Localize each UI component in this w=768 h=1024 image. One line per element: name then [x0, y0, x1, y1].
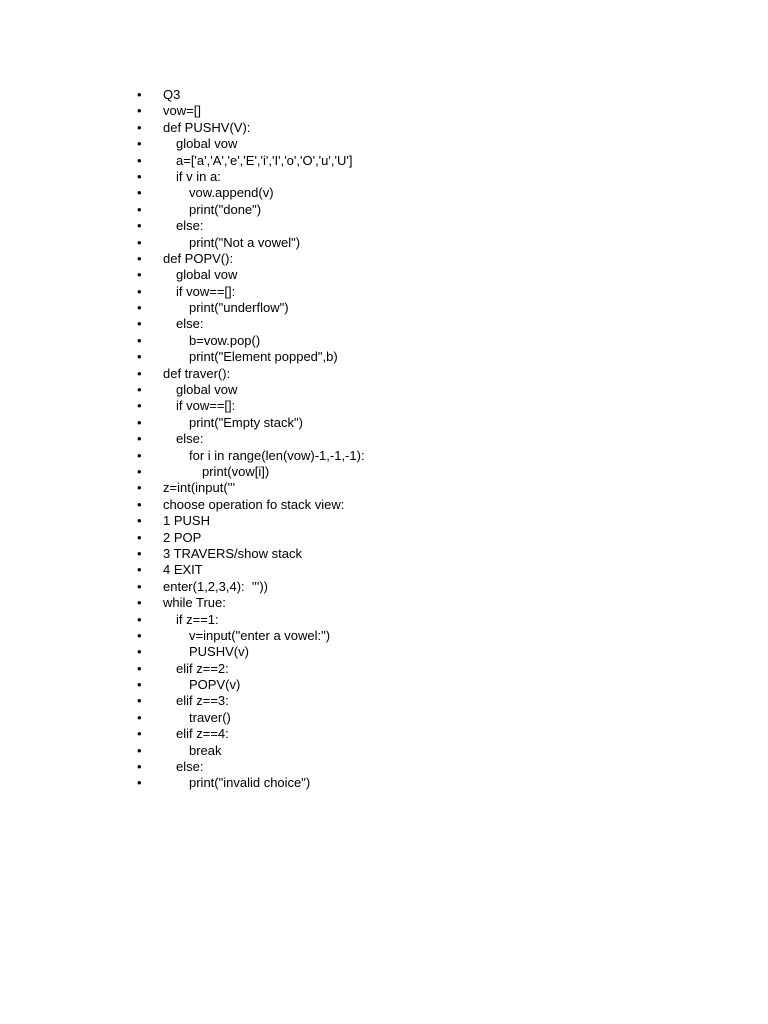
code-line-text: traver()	[189, 709, 231, 725]
bullet-icon: •	[137, 627, 142, 643]
bullet-icon: •	[137, 480, 142, 496]
bullet-icon: •	[137, 349, 142, 365]
bullet-icon: •	[137, 595, 142, 611]
code-line-text: print(vow[i])	[202, 463, 270, 479]
code-line-text: 3 TRAVERS/show stack	[163, 545, 302, 561]
bullet-icon: •	[137, 365, 142, 381]
code-line-text: elif z==3:	[176, 693, 229, 709]
list-item	[137, 562, 697, 578]
bullet-icon: •	[137, 316, 142, 332]
list-item	[137, 595, 697, 611]
code-line-text: else:	[176, 218, 204, 234]
bullet-icon: •	[137, 496, 142, 512]
bullet-icon: •	[137, 136, 142, 152]
bullet-icon: •	[137, 726, 142, 742]
list-item	[137, 218, 697, 234]
code-line-text: z=int(input('''	[163, 480, 236, 496]
list-item	[137, 726, 697, 742]
code-line-text: else:	[176, 759, 204, 775]
bullet-icon: •	[137, 447, 142, 463]
code-line-text: elif z==2:	[176, 660, 229, 676]
bullet-icon: •	[137, 168, 142, 184]
code-line-text: if vow==[]:	[176, 283, 236, 299]
code-line-text: for i in range(len(vow)-1,-1,-1):	[189, 447, 365, 463]
code-line-text: def PUSHV(V):	[163, 119, 251, 135]
code-line-text: Q3	[163, 87, 181, 102]
bullet-icon: •	[137, 300, 142, 316]
code-line-text: a=['a','A','e','E','i','I','o','O','u','U']	[176, 152, 353, 168]
bullet-icon: •	[137, 267, 142, 283]
code-line-text: enter(1,2,3,4): '''))	[163, 578, 268, 594]
list-item	[137, 300, 697, 316]
code-line-text: choose operation fo stack view:	[163, 496, 345, 512]
code-line-text: break	[189, 742, 222, 758]
bullet-icon: •	[137, 332, 142, 348]
bullet-icon: •	[137, 382, 142, 398]
bullet-icon: •	[137, 103, 142, 119]
bullet-icon: •	[137, 87, 142, 102]
code-line-text: print("invalid choice")	[189, 775, 311, 791]
list-item	[137, 431, 697, 447]
code-line-text: print("Element popped",b)	[189, 349, 338, 365]
list-item	[137, 316, 697, 332]
list-item	[137, 743, 697, 759]
code-line-text: def POPV():	[163, 250, 234, 266]
list-item	[137, 366, 697, 382]
list-item	[137, 710, 697, 726]
list-item	[137, 530, 697, 546]
bullet-icon: •	[137, 218, 142, 234]
code-line-text: print("Empty stack")	[189, 414, 303, 430]
code-line-text: print("Not a vowel")	[189, 234, 301, 250]
bullet-icon: •	[137, 201, 142, 217]
list-item	[137, 136, 697, 152]
bullet-icon: •	[137, 611, 142, 627]
bullet-icon: •	[137, 709, 142, 725]
code-line-text: print("underflow")	[189, 300, 289, 316]
bullet-icon: •	[137, 693, 142, 709]
code-line-text: print("done")	[189, 201, 262, 217]
list-item	[137, 448, 697, 464]
list-item	[137, 612, 697, 628]
code-line-text: vow.append(v)	[189, 185, 274, 201]
bullet-icon: •	[137, 742, 142, 758]
code-line-text: POPV(v)	[189, 677, 241, 693]
code-line-text: global vow	[176, 267, 238, 283]
list-item	[137, 759, 697, 775]
list-item	[137, 546, 697, 562]
code-line-text: b=vow.pop()	[189, 332, 261, 348]
list-item	[137, 513, 697, 529]
list-item	[137, 677, 697, 693]
list-item	[137, 120, 697, 136]
list-item	[137, 153, 697, 169]
bullet-icon: •	[137, 578, 142, 594]
list-item	[137, 628, 697, 644]
bullet-icon: •	[137, 414, 142, 430]
list-item	[137, 333, 697, 349]
bullet-icon: •	[137, 759, 142, 775]
bullet-icon: •	[137, 562, 142, 578]
list-item	[137, 661, 697, 677]
list-item	[137, 480, 697, 496]
list-item	[137, 185, 697, 201]
list-item	[137, 382, 697, 398]
bullet-icon: •	[137, 152, 142, 168]
bullet-icon: •	[137, 775, 142, 791]
bullet-icon: •	[137, 545, 142, 561]
list-item	[137, 267, 697, 283]
list-item	[137, 87, 697, 103]
code-line-text: if vow==[]:	[176, 398, 236, 414]
list-item	[137, 497, 697, 513]
bullet-icon: •	[137, 463, 142, 479]
code-line-text: 4 EXIT	[163, 562, 203, 578]
code-line-text: 2 POP	[163, 529, 202, 545]
list-item	[137, 398, 697, 414]
bullet-icon: •	[137, 644, 142, 660]
list-item	[137, 251, 697, 267]
bullet-icon: •	[137, 431, 142, 447]
bullet-icon: •	[137, 513, 142, 529]
list-item	[137, 103, 697, 119]
bullet-icon: •	[137, 250, 142, 266]
code-line-text: else:	[176, 431, 204, 447]
list-item	[137, 349, 697, 365]
code-line-text: while True:	[163, 595, 226, 611]
list-item	[137, 169, 697, 185]
list-item	[137, 693, 697, 709]
bullet-icon: •	[137, 234, 142, 250]
code-line-text: global vow	[176, 382, 238, 398]
list-item	[137, 202, 697, 218]
bullet-icon: •	[137, 185, 142, 201]
list-item	[137, 284, 697, 300]
bullet-icon: •	[137, 398, 142, 414]
code-line-text: global vow	[176, 136, 238, 152]
code-line-text: v=input("enter a vowel:")	[189, 627, 331, 643]
code-bullet-list	[137, 87, 697, 792]
code-line-text: def traver():	[163, 365, 231, 381]
code-line-text: else:	[176, 316, 204, 332]
bullet-icon: •	[137, 660, 142, 676]
bullet-icon: •	[137, 119, 142, 135]
code-line-text: elif z==4:	[176, 726, 229, 742]
bullet-icon: •	[137, 283, 142, 299]
list-item	[137, 644, 697, 660]
code-line-text: vow=[]	[163, 103, 201, 119]
bullet-icon: •	[137, 529, 142, 545]
code-line-text: 1 PUSH	[163, 513, 210, 529]
code-line-text: if v in a:	[176, 168, 221, 184]
code-line-text: PUSHV(v)	[189, 644, 249, 660]
list-item	[137, 235, 697, 251]
code-line-text: if z==1:	[176, 611, 219, 627]
list-item	[137, 775, 697, 791]
list-item	[137, 415, 697, 431]
list-item	[137, 579, 697, 595]
bullet-icon: •	[137, 677, 142, 693]
list-item	[137, 464, 697, 480]
